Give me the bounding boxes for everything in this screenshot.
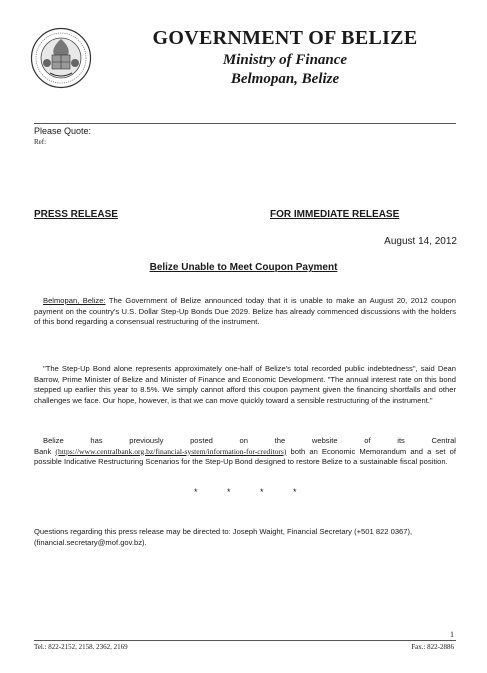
- government-seal-icon: [30, 27, 92, 89]
- footer-fax: Fax.: 822-2886: [411, 643, 454, 651]
- footer-divider: [34, 640, 456, 641]
- ministry-name: Ministry of Finance: [222, 52, 348, 68]
- government-title: GOVERNMENT OF BELIZE: [152, 27, 418, 49]
- body-paragraph-2: "The Step-Up Bond alone represents approximately one-half of Belize's total recorded public indebtedness", said Dean Barrow, Prime Minister of Belize and Minister of Finance and Economic Development. "The annual interest rate on this bond stepped up earlier this year to 8.5%. We simply cannot afford this coupon payment given the financing shortfalls and other challenges we face. Our hope, however, is that we can move quickly toward a sensible restructuring of the instrument.": [34, 364, 456, 405]
- separator-star: *: [227, 487, 231, 497]
- please-quote-label: Please Quote:: [34, 126, 92, 136]
- separator-star: *: [194, 487, 198, 497]
- page-number: 1: [450, 630, 454, 639]
- paragraph-1-text: The Government of Belize announced today that it is unable to make an August 20, 2012 coupon payment on the country's U.S. Dollar Step-Up Bonds Due 2029. Belize has already commenced discussions with the holders of this bond regarding a consensual restructuring of the instrument.: [34, 296, 456, 326]
- release-headline: Belize Unable to Meet Coupon Payment: [149, 262, 338, 273]
- separator-star: *: [293, 487, 297, 497]
- central-bank-link[interactable]: (https://www.centralbank.org.bz/financial-system/information-for-creditors): [55, 446, 287, 456]
- ministry-city: Belmopan, Belize: [230, 71, 340, 87]
- header-divider: [34, 123, 456, 124]
- release-date: August 14, 2012: [384, 236, 457, 247]
- footer-telephone: Tel.: 822-2152, 2158. 2362, 2169: [34, 643, 128, 651]
- body-paragraph-3: [34, 436, 456, 468]
- paragraph-3-text: both an Economic Memorandum and a set of possible Indicative Restructuring Scenarios for the Step-Up Bond designed to restore Belize to a sustainable fiscal position.: [34, 446, 456, 466]
- paragraph-3-lead: Belize has previously posted on the website of its Central Bank: [34, 436, 456, 456]
- section-separator: [194, 487, 326, 497]
- immediate-release-label: FOR IMMEDIATE RELEASE: [270, 209, 400, 220]
- body-paragraph-1: [34, 296, 456, 328]
- dateline: Belmopan, Belize:: [43, 296, 106, 305]
- ref-label: Ref:: [34, 138, 47, 146]
- press-release-label: PRESS RELEASE: [34, 209, 118, 220]
- contact-paragraph: Questions regarding this press release may be directed to: Joseph Waight, Financial Secretary (+501 822 0367), (financial.secretary@mof.gov.bz).: [34, 527, 413, 547]
- separator-star: *: [260, 487, 264, 497]
